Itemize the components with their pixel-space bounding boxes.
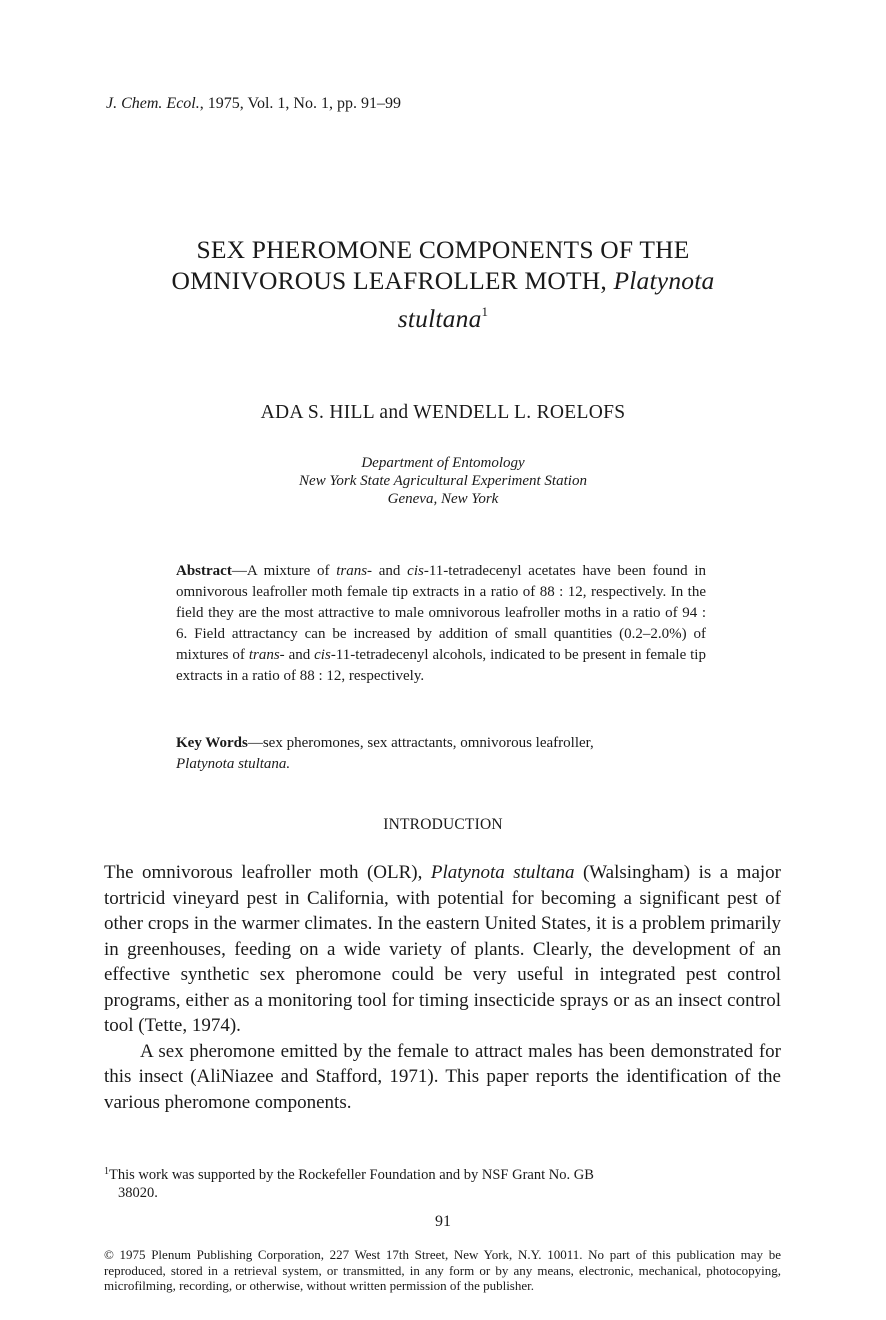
section-heading-introduction: INTRODUCTION (383, 816, 503, 833)
key-words (176, 733, 706, 775)
affiliation-location: Geneva, New York (387, 491, 499, 507)
footnote (104, 1163, 781, 1202)
paragraph: The omnivorous leafroller moth (OLR), Platynota stultana (Walsingham) is a major tortricid vineyard pest in California, with potential for becoming a significant pest of other crops in the warmer climates. In the eastern United States, it is a problem primarily in greenhouses, feeding on a wide variety of plants. Clearly, the development of an effective synthetic sex pheromone could be very useful in integrated pest control programs, either as a monitoring tool for timing insecticide sprays or as an insect control tool (Tette, 1974). (104, 862, 781, 1036)
title-footnote-mark: 1 (481, 304, 489, 319)
title-line-2: OMNIVOROUS LEAFROLLER MOTH, (171, 266, 607, 295)
paper-title (80, 234, 806, 334)
title-species-genus: Platynota (613, 266, 715, 295)
keywords-species: Platynota stultana. (176, 756, 291, 772)
paragraph: A sex pheromone emitted by the female to attract males has been demonstrated for this insect (AliNiazee and Stafford, 1971). This paper reports the identification of the various pheromone components. (104, 1040, 781, 1113)
copyright-notice: © 1975 Plenum Publishing Corporation, 227 West 17th Street, New York, N.Y. 10011. No part of this publication may be reproduced, stored in a retrieval system, or transmitted, in any form or by any means, electronic, mechanical, photocopying, microfilming, recording, or otherwise, without written permission of the publisher. (104, 1247, 781, 1293)
abstract-label: Abstract (176, 563, 232, 579)
keywords-label: Key Words (176, 735, 248, 751)
page-number: 91 (435, 1213, 451, 1230)
title-line-1: SEX PHEROMONE COMPONENTS OF THE (196, 235, 690, 264)
introduction-body (104, 860, 781, 1115)
journal-citation (106, 95, 401, 113)
footnote-grant-number: 38020. (118, 1185, 158, 1201)
keywords-text: —sex pheromones, sex attractants, omnivorous leafroller, (247, 735, 594, 751)
affiliation-department: Department of Entomology (361, 455, 525, 471)
affiliation-station: New York State Agricultural Experiment Station (299, 473, 587, 489)
footnote-text: This work was supported by the Rockefeller Foundation and by NSF Grant No. GB (109, 1167, 594, 1183)
journal-name: J. Chem. Ecol. (106, 95, 200, 112)
footnote-mark: 1 (104, 1166, 109, 1177)
title-species-epithet: stultana (397, 304, 482, 333)
citation-details: , 1975, Vol. 1, No. 1, pp. 91–99 (199, 95, 401, 112)
affiliation (0, 454, 886, 508)
abstract: Abstract—A mixture of trans- and cis-11-tetradecenyl acetates have been found in omnivorous leafroller moth female tip extracts in a ratio of 88 : 12, respectively. In the field they are the most attractive to male omnivorous leafroller moths in a ratio of 94 : 6. Field attractancy can be increased by addition of small quantities (0.2–2.0%) of mixtures of trans- and cis-11-tetradecenyl alcohols, indicated to be present in female tip extracts in a ratio of 88 : 12, respectively. (176, 563, 706, 684)
authors: ADA S. HILL and WENDELL L. ROELOFS (260, 402, 626, 423)
